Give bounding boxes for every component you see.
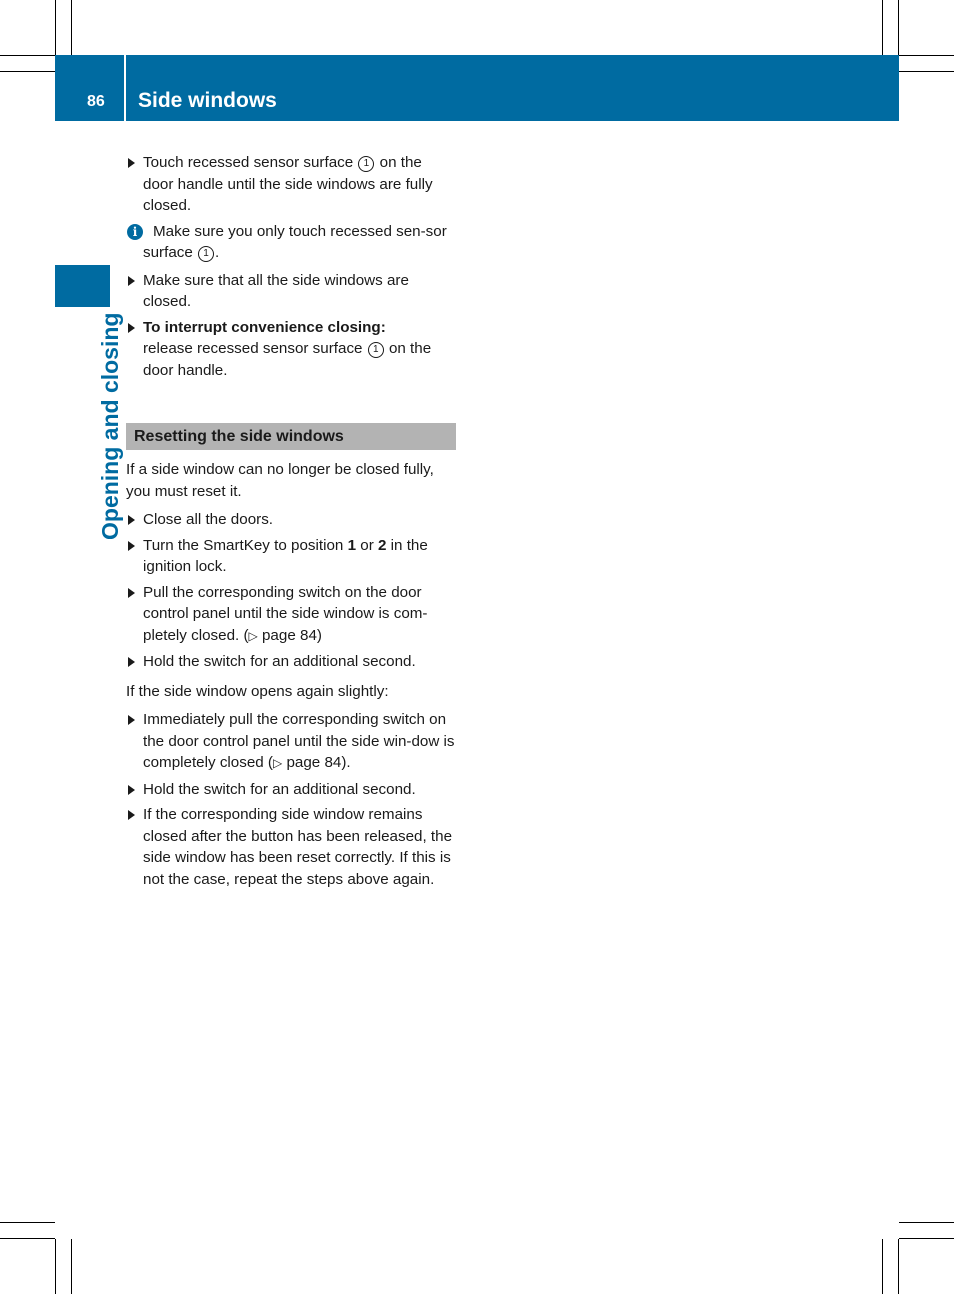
crop-mark [899, 55, 954, 56]
step-turn-key: Turn the SmartKey to position 1 or 2 in the ignition lock. [126, 535, 456, 578]
crop-mark [55, 0, 56, 55]
crop-mark [899, 1238, 954, 1239]
header-divider [124, 55, 126, 121]
page-ref-arrow-icon: ▷ [248, 628, 258, 643]
circle-1-icon: 1 [368, 342, 384, 358]
circle-1-icon: 1 [198, 246, 214, 262]
chapter-label: Opening and closing [97, 312, 123, 540]
subsection-title: Resetting the side windows [126, 423, 456, 450]
step-close-doors: Close all the doors. [126, 509, 456, 531]
reopen-para: If the side window opens again slightly: [126, 682, 389, 700]
crop-mark [71, 1239, 72, 1294]
crop-mark [0, 55, 55, 56]
step-bold-label: To interrupt convenience closing: [143, 318, 386, 336]
step-hold-switch: Hold the switch for an additional second. [126, 651, 456, 673]
step-check-windows: Make sure that all the side windows are closed. [126, 270, 456, 313]
main-content [126, 152, 456, 894]
crop-mark [899, 71, 954, 72]
header-bar [55, 55, 899, 121]
chapter-tab [55, 265, 110, 307]
step-interrupt-closing: To interrupt convenience closing: release recessed sensor surface 1 on the door handle. [126, 317, 456, 382]
crop-mark [0, 71, 55, 72]
step-pull-again: Immediately pull the corresponding switch on the door control panel until the side win-dow is completely closed (▷ page 84). [126, 709, 456, 775]
crop-mark [898, 0, 899, 55]
crop-mark [882, 0, 883, 55]
step-hold-again: Hold the switch for an additional second. [126, 779, 456, 801]
reset-intro: If a side window can no longer be closed fully, you must reset it. [126, 461, 434, 500]
info-icon: i [127, 224, 143, 240]
section-title: Side windows [138, 89, 277, 112]
crop-mark [898, 1239, 899, 1294]
crop-mark [899, 1222, 954, 1223]
crop-mark [882, 1239, 883, 1294]
crop-mark [0, 1238, 55, 1239]
crop-mark [55, 1239, 56, 1294]
step-pull-switch: Pull the corresponding switch on the door control panel until the side window is com-pletely closed. (▷ page 84) [126, 582, 456, 648]
page-ref-arrow-icon: ▷ [273, 756, 283, 770]
step-touch-sensor: Touch recessed sensor surface 1 on the door handle until the side windows are fully closed. [126, 152, 456, 217]
step-verify-reset: If the corresponding side window remains closed after the button has been released, the side window has been reset correctly. If this is not the case, repeat the steps above again. [126, 804, 456, 890]
crop-mark [71, 0, 72, 55]
page-number: 86 [87, 93, 105, 110]
crop-mark [0, 1222, 55, 1223]
info-note: i Make sure you only touch recessed sen-sor surface 1 . [126, 221, 456, 264]
circle-1-icon: 1 [358, 156, 374, 172]
